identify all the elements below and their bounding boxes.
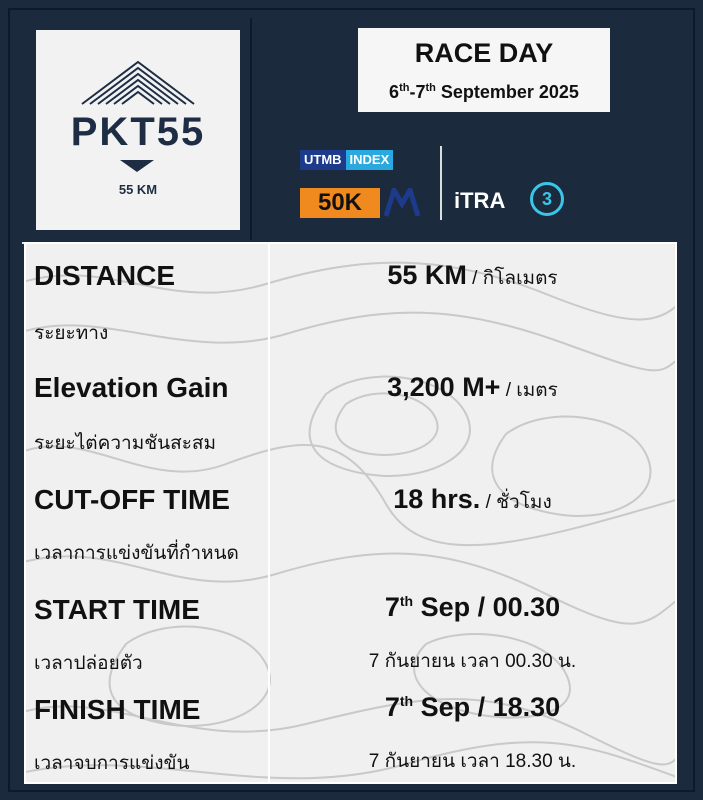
date-day1: 6: [389, 82, 400, 102]
badge-separator: [440, 146, 442, 220]
race-day-date: [358, 82, 610, 103]
start-day-suffix: th: [399, 593, 414, 609]
date-month-year: September 2025: [435, 82, 579, 102]
row-finish-time: [26, 684, 675, 784]
elevation-label: Elevation Gain: [34, 372, 229, 403]
arrow-down-icon: [120, 160, 154, 172]
distance-unit: / กิโลเมตร: [466, 268, 558, 289]
race-day-box: [358, 28, 610, 112]
logo-title: PKT55: [70, 110, 206, 154]
distance-value: [270, 260, 675, 293]
start-day: 7: [384, 592, 400, 622]
race-day-title: RACE DAY: [414, 38, 554, 68]
distance-sublabel: ระยะทาง: [34, 323, 109, 344]
finish-time-label: FINISH TIME: [34, 694, 201, 725]
finish-time-value: [270, 692, 675, 723]
distance-number: 55 KM: [387, 260, 467, 290]
elevation-value: [270, 372, 675, 405]
start-time-sublabel: เวลาปล่อยตัว: [34, 653, 143, 674]
finish-month-time: Sep / 18.30: [413, 692, 561, 722]
start-time-thai: 7 กันยายน เวลา 00.30 น.: [368, 651, 577, 672]
utmb-m-icon: [384, 188, 420, 218]
row-cutoff: [26, 474, 675, 574]
row-distance: [26, 254, 675, 354]
cutoff-sublabel: เวลาการแข่งขันที่กำหนด: [34, 543, 239, 564]
finish-time-thai: 7 กันยายน เวลา 18.30 น.: [368, 751, 577, 772]
start-time-value: [270, 592, 675, 623]
finish-day: 7: [384, 692, 400, 722]
utmb-category-badge: 50K: [300, 188, 380, 218]
date-sup2: th: [425, 82, 436, 94]
utmb-index-badge: [300, 150, 393, 170]
index-label: INDEX: [346, 150, 394, 170]
finish-time-sublabel: เวลาจบการแข่งขัน: [34, 753, 190, 774]
start-month-time: Sep / 00.30: [413, 592, 561, 622]
header-divider: [250, 18, 252, 240]
date-sup1: th: [399, 82, 410, 94]
row-elevation: [26, 364, 675, 464]
mountain-icon: [80, 58, 196, 106]
race-info-table: [24, 242, 677, 784]
cutoff-unit: / ชั่วโมง: [480, 492, 552, 513]
header: [22, 20, 677, 244]
logo-distance: 55 KM: [118, 182, 158, 197]
cutoff-number: 18 hrs.: [393, 484, 481, 514]
date-day2: -7: [409, 82, 426, 102]
elevation-sublabel: ระยะไต่ความชันสะสม: [34, 433, 217, 454]
start-time-label: START TIME: [34, 594, 200, 625]
race-logo: [36, 30, 240, 230]
distance-label: DISTANCE: [34, 260, 176, 291]
itra-points-badge: 3: [530, 182, 564, 216]
row-start-time: [26, 584, 675, 684]
elevation-number: 3,200 M+: [387, 372, 501, 402]
elevation-unit: / เมตร: [500, 380, 558, 401]
cutoff-label: CUT-OFF TIME: [34, 484, 230, 515]
itra-label: iTRA: [454, 188, 506, 213]
utmb-label: UTMB: [300, 150, 346, 170]
cutoff-value: [270, 484, 675, 517]
finish-day-suffix: th: [399, 693, 414, 709]
